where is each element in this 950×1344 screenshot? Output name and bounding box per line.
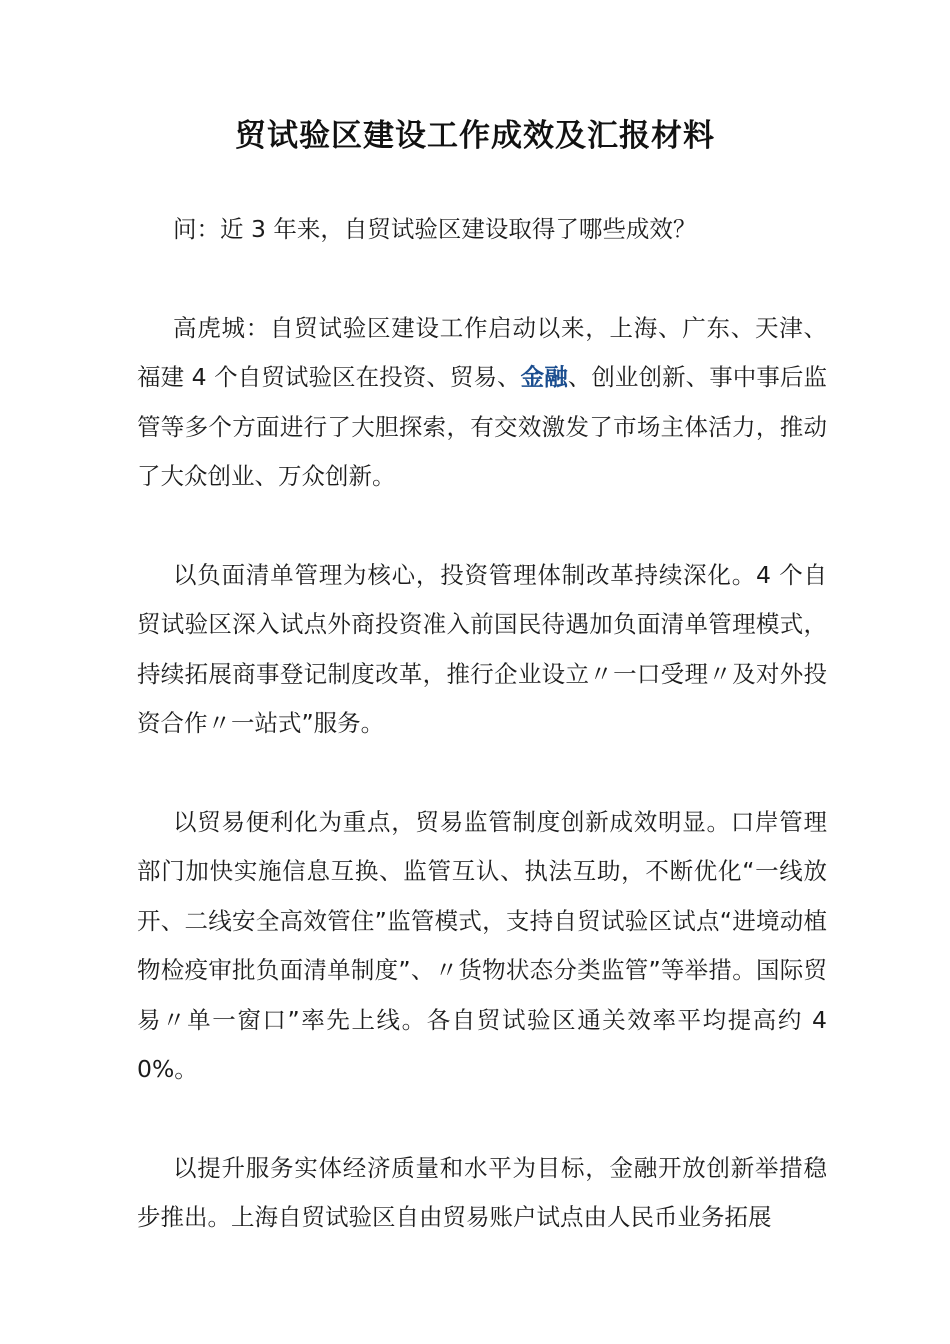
answer-paragraph-1-text-a: 高虎城：自贸试验区建设工作启动以来，上海、广东、天津、福建 4 个自贸试验区在投资、贸易、	[137, 313, 827, 391]
document-body	[137, 205, 827, 1292]
finance-paragraph: 以提升服务实体经济质量和水平为目标，金融开放创新举措稳步推出。上海自贸试验区自由贸易账户试点由人民币业务拓展	[137, 1153, 827, 1231]
trade-paragraph: 以贸易便利化为重点，贸易监管制度创新成效明显。口岸管理部门加快实施信息互换、监管互认、执法互助，不断优化“一线放开、二线安全高效管住”监管模式，支持自贸试验区试点“进境动植物检疫审批负面清单制度”、〃货物状态分类监管”等举措。国际贸易〃单一窗口”率先上线。各自贸试验区通关效率平均提高约 40%。	[137, 807, 827, 1083]
document-title: 贸试验区建设工作成效及汇报材料	[235, 118, 715, 154]
investment-paragraph: 以负面清单管理为核心，投资管理体制改革持续深化。4 个自贸试验区深入试点外商投资准入前国民待遇加负面清单管理模式，持续拓展商事登记制度改革，推行企业设立〃一口受理〃及对外投资合作〃一站式”服务。	[137, 560, 827, 737]
answer-paragraph-1	[137, 304, 827, 502]
question-paragraph: 问：近 3 年来，自贸试验区建设取得了哪些成效？	[173, 215, 697, 243]
answer-paragraph-1-text-b: 、创业创新、事中事后监管等多个方面进行了大胆探索，有交效激发了市场主体活力，推动了大众创业、万众创新。	[137, 363, 828, 490]
finance-keyword-link[interactable]: 金融	[520, 363, 568, 391]
